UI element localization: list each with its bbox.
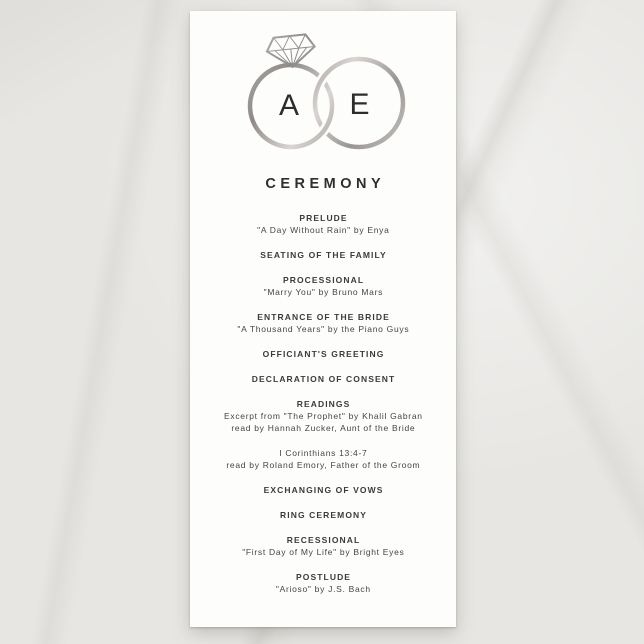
section-lines	[190, 447, 456, 471]
section-line: Excerpt from "The Prophet" by Khalil Gabran	[224, 411, 423, 421]
program-section	[190, 571, 456, 595]
section-line: read by Hannah Zucker, Aunt of the Bride	[231, 423, 416, 433]
section-lines	[190, 583, 456, 595]
program-section	[190, 484, 456, 496]
section-title: SEATING OF THE FAMILY	[260, 250, 387, 260]
program-section	[190, 274, 456, 298]
section-lines	[190, 546, 456, 558]
monogram-left-initial: A	[278, 89, 300, 122]
program-list	[190, 212, 456, 595]
section-title: RING CEREMONY	[280, 510, 368, 520]
monogram-right-initial: E	[349, 88, 370, 121]
section-line: "First Day of My Life" by Bright Eyes	[242, 547, 405, 557]
section-lines	[190, 224, 456, 236]
section-title: OFFICIANT'S GREETING	[262, 349, 385, 359]
page-title: CEREMONY	[265, 176, 386, 192]
section-title: POSTLUDE	[296, 572, 352, 582]
program-section	[190, 373, 456, 385]
section-title: PRELUDE	[299, 213, 348, 223]
program-section	[190, 398, 456, 434]
section-title: RECESSIONAL	[286, 535, 361, 545]
section-lines	[190, 286, 456, 298]
section-line: "A Thousand Years" by the Piano Guys	[237, 324, 410, 334]
section-line: "A Day Without Rain" by Enya	[257, 225, 390, 235]
section-line: "Marry You" by Bruno Mars	[263, 287, 384, 297]
section-lines	[190, 323, 456, 335]
section-line: read by Roland Emory, Father of the Groom	[226, 460, 421, 470]
program-section	[190, 509, 456, 521]
ceremony-program-card	[190, 11, 456, 627]
wedding-rings-icon	[190, 11, 456, 153]
program-section	[190, 534, 456, 558]
program-section	[190, 447, 456, 471]
program-section	[190, 212, 456, 236]
section-line: "Arioso" by J.S. Bach	[275, 584, 371, 594]
section-title: PROCESSIONAL	[282, 275, 365, 285]
section-title: READINGS	[296, 399, 351, 409]
section-title: EXCHANGING OF VOWS	[263, 485, 384, 495]
section-title: ENTRANCE OF THE BRIDE	[257, 312, 390, 322]
program-section	[190, 348, 456, 360]
program-section	[190, 311, 456, 335]
section-title: DECLARATION OF CONSENT	[251, 374, 396, 384]
section-line: I Corinthians 13:4-7	[279, 448, 368, 458]
program-section	[190, 249, 456, 261]
section-lines	[190, 410, 456, 434]
